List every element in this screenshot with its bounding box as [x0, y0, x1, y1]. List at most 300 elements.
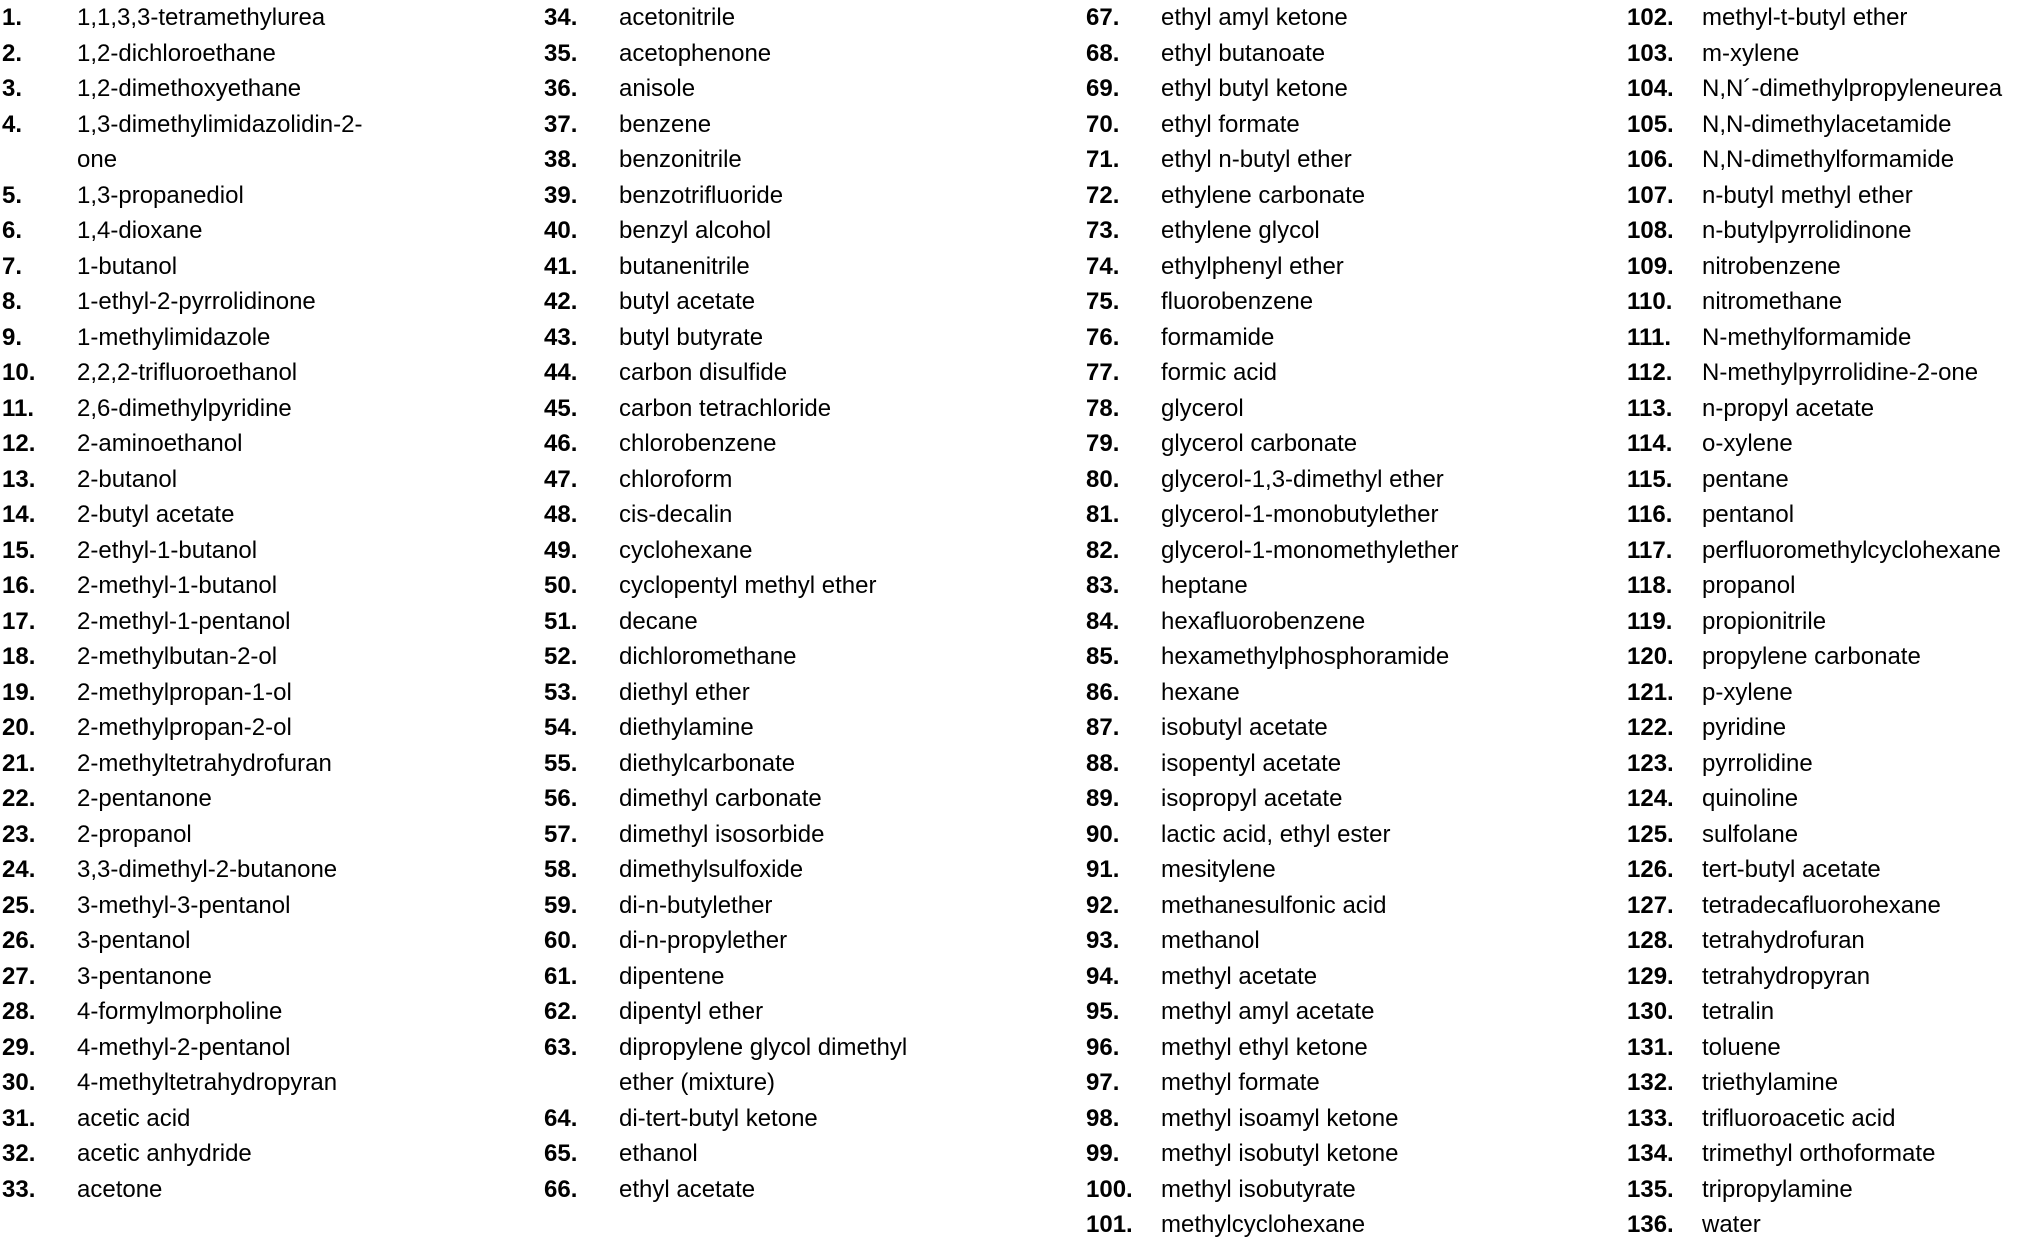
solvent-list-item [2, 675, 362, 711]
solvent-list-item [1086, 533, 1458, 569]
solvent-list-item [544, 142, 907, 178]
solvent-number: 105. [1627, 110, 1674, 138]
solvent-list-item [2, 71, 362, 107]
solvent-list-item [2, 746, 362, 782]
solvent-number: 6. [2, 217, 23, 244]
solvent-number: 64. [544, 1104, 578, 1132]
solvent-number: 92. [1086, 891, 1120, 919]
solvent-number: 20. [2, 714, 36, 741]
solvent-list-item [2, 568, 362, 604]
solvent-name: carbon tetrachloride [619, 394, 832, 422]
solvent-number: 23. [2, 820, 36, 848]
solvent-number: 85. [1086, 643, 1120, 670]
solvent-name: methanesulfonic acid [1161, 891, 1387, 919]
solvent-number: 122. [1627, 714, 1674, 741]
solvent-name: di-n-propylether [619, 927, 788, 954]
solvent-name: 1,2-dichloroethane [77, 39, 276, 67]
solvent-number: 83. [1086, 572, 1120, 599]
solvent-name: 3-pentanone [77, 962, 212, 990]
solvent-name: N-methylpyrrolidine-2-one [1702, 359, 1979, 386]
solvent-list-item [2, 994, 362, 1030]
solvent-number: 65. [544, 1140, 578, 1167]
solvent-number: 59. [544, 891, 578, 919]
solvent-name: dichloromethane [619, 643, 797, 670]
solvent-number: 112. [1627, 359, 1673, 386]
solvent-list-item [1086, 994, 1458, 1030]
solvent-number: 128. [1627, 927, 1674, 954]
solvent-list-item [1627, 1207, 2002, 1243]
solvent-list-item [1086, 1136, 1458, 1172]
solvent-name: acetone [77, 1175, 163, 1203]
solvent-number: 63. [544, 1033, 578, 1061]
solvent-number: 16. [2, 572, 36, 599]
solvent-number: 30. [2, 1069, 36, 1096]
solvent-name: methyl amyl acetate [1161, 998, 1375, 1025]
solvent-name: ethylphenyl ether [1161, 252, 1344, 280]
solvent-column-3 [1086, 0, 1458, 1243]
solvent-list-item [544, 355, 907, 391]
solvent-number: 106. [1627, 146, 1674, 173]
solvent-number: 52. [544, 643, 578, 670]
solvent-name: trifluoroacetic acid [1702, 1104, 1896, 1132]
solvent-name: dipentene [619, 962, 725, 990]
solvent-column-2 [544, 0, 907, 1207]
solvent-number: 109. [1627, 252, 1674, 280]
solvent-number: 126. [1627, 856, 1674, 883]
solvent-number: 3. [2, 75, 23, 102]
solvent-number: 53. [544, 678, 578, 706]
solvent-number: 87. [1086, 714, 1120, 741]
solvent-name: n-butyl methyl ether [1702, 181, 1913, 209]
solvent-number: 2. [2, 39, 23, 67]
solvent-name: glycerol carbonate [1161, 430, 1358, 457]
solvent-name: ethyl formate [1161, 110, 1300, 138]
solvent-number: 44. [544, 359, 578, 386]
solvent-list-item [2, 284, 362, 320]
solvent-list-item [2, 817, 362, 853]
solvent-number: 56. [544, 785, 578, 812]
solvent-name: formic acid [1161, 359, 1278, 386]
solvent-name: 1,4-dioxane [77, 217, 203, 244]
solvent-name: 2-aminoethanol [77, 430, 243, 457]
solvent-list-item [2, 923, 362, 959]
solvent-number: 82. [1086, 536, 1120, 564]
solvent-name: 2-methylpropan-2-ol [77, 714, 292, 741]
solvent-number: 75. [1086, 288, 1120, 315]
solvent-number: 123. [1627, 749, 1674, 777]
solvent-number: 54. [544, 714, 578, 741]
solvent-name: methyl isobutyl ketone [1161, 1140, 1399, 1167]
solvent-list-item [544, 568, 907, 604]
solvent-name: chloroform [619, 465, 733, 493]
solvent-number: 73. [1086, 217, 1120, 244]
solvent-list-item [544, 426, 907, 462]
solvent-name: pentane [1702, 465, 1789, 493]
solvent-number: 9. [2, 323, 23, 351]
solvent-number: 70. [1086, 110, 1120, 138]
solvent-list-item [2, 213, 362, 249]
solvent-number: 18. [2, 643, 36, 670]
solvent-list-item [2, 533, 362, 569]
solvent-name: dimethyl carbonate [619, 785, 822, 812]
solvent-number: 117. [1627, 536, 1673, 564]
solvent-name: 1,1,3,3-tetramethylurea [77, 4, 326, 31]
solvent-number: 98. [1086, 1104, 1120, 1132]
solvent-list-item [1086, 781, 1458, 817]
solvent-number: 22. [2, 785, 36, 812]
solvent-number: 76. [1086, 323, 1120, 351]
solvent-number: 15. [2, 536, 36, 564]
solvent-name: diethylcarbonate [619, 749, 796, 777]
solvent-number: 21. [2, 749, 36, 777]
solvent-name: o-xylene [1702, 430, 1793, 457]
solvent-number: 17. [2, 607, 36, 635]
solvent-list-item [1627, 1172, 2002, 1208]
solvent-number: 1. [2, 4, 23, 31]
solvent-name: carbon disulfide [619, 359, 788, 386]
solvent-list-item [1627, 320, 2002, 356]
solvent-list-item [544, 781, 907, 817]
solvent-list-item [544, 710, 907, 746]
solvent-name: di-tert-butyl ketone [619, 1104, 818, 1132]
solvent-list-item [1627, 959, 2002, 995]
solvent-name: ethylene carbonate [1161, 181, 1366, 209]
solvent-number: 100. [1086, 1175, 1133, 1203]
solvent-list-item [1627, 391, 2002, 427]
solvent-number: 80. [1086, 465, 1120, 493]
solvent-number: 33. [2, 1175, 36, 1203]
solvent-list-item [1086, 817, 1458, 853]
solvent-list-item [1627, 781, 2002, 817]
solvent-name: nitrobenzene [1702, 252, 1841, 280]
solvent-number: 7. [2, 252, 23, 280]
solvent-number: 115. [1627, 465, 1673, 493]
solvent-number: 45. [544, 394, 578, 422]
solvent-column-1 [2, 0, 362, 1207]
solvent-list-item [1627, 1101, 2002, 1137]
solvent-name: methyl ethyl ketone [1161, 1033, 1368, 1061]
solvent-list-item [1627, 178, 2002, 214]
solvent-list-item [1086, 426, 1458, 462]
solvent-name: acetic acid [77, 1104, 191, 1132]
solvent-list-item [1627, 604, 2002, 640]
solvent-list-item [544, 817, 907, 853]
solvent-list-item [544, 1172, 907, 1208]
solvent-name: benzene [619, 110, 712, 138]
solvent-number: 108. [1627, 217, 1674, 244]
solvent-name: butyl butyrate [619, 323, 764, 351]
solvent-number: 93. [1086, 927, 1120, 954]
solvent-name: 3,3-dimethyl-2-butanone [77, 856, 338, 883]
solvent-number: 66. [544, 1175, 578, 1203]
solvent-list-item [1086, 497, 1458, 533]
solvent-name: m-xylene [1702, 39, 1800, 67]
solvent-list-item [1086, 675, 1458, 711]
solvent-name: 2-propanol [77, 820, 192, 848]
solvent-number: 55. [544, 749, 578, 777]
solvent-list-item [2, 0, 362, 36]
solvent-list-item [2, 426, 362, 462]
solvent-name: tripropylamine [1702, 1175, 1853, 1203]
solvent-name: 4-methyl-2-pentanol [77, 1033, 291, 1061]
solvent-name: glycerol-1,3-dimethyl ether [1161, 465, 1444, 493]
solvent-list-item [1086, 284, 1458, 320]
solvent-name: 3-pentanol [77, 927, 191, 954]
solvent-number: 90. [1086, 820, 1120, 848]
solvent-number: 110. [1627, 288, 1673, 315]
solvent-number: 47. [544, 465, 578, 493]
solvent-list-item [2, 178, 362, 214]
solvent-list-item [1086, 604, 1458, 640]
solvent-list-item [544, 1136, 907, 1172]
solvent-name: 1-methylimidazole [77, 323, 271, 351]
solvent-list-item [544, 497, 907, 533]
solvent-number: 19. [2, 678, 36, 706]
solvent-number: 62. [544, 998, 578, 1025]
solvent-name: isopentyl acetate [1161, 749, 1342, 777]
solvent-name: isobutyl acetate [1161, 714, 1328, 741]
solvent-number: 89. [1086, 785, 1120, 812]
solvent-number: 134. [1627, 1140, 1674, 1167]
solvent-number: 72. [1086, 181, 1120, 209]
solvent-list-item [544, 249, 907, 285]
solvent-number: 79. [1086, 430, 1120, 457]
solvent-name: dipropylene glycol dimethyl ether (mixture) [619, 1033, 908, 1096]
solvent-list-item [1086, 462, 1458, 498]
solvent-list-item [544, 959, 907, 995]
solvent-list-item [1086, 107, 1458, 143]
solvent-name: tert-butyl acetate [1702, 856, 1881, 883]
solvent-name: 2-methylpropan-1-ol [77, 678, 292, 706]
solvent-list-item [1086, 1065, 1458, 1101]
solvent-list-item [544, 71, 907, 107]
solvent-number: 25. [2, 891, 36, 919]
solvent-name: 2-methyl-1-pentanol [77, 607, 291, 635]
solvent-number: 104. [1627, 75, 1674, 102]
solvent-number: 135. [1627, 1175, 1674, 1203]
solvent-name: ethyl n-butyl ether [1161, 146, 1352, 173]
solvent-name: pyridine [1702, 714, 1787, 741]
solvent-name: cyclopentyl methyl ether [619, 572, 877, 599]
solvent-name: 4-methyltetrahydropyran [77, 1069, 338, 1096]
solvent-list-item [1086, 710, 1458, 746]
solvent-number: 31. [2, 1104, 36, 1132]
solvent-name: 1,3-propanediol [77, 181, 244, 209]
solvent-list-item [1627, 1136, 2002, 1172]
solvent-name: hexafluorobenzene [1161, 607, 1366, 635]
solvent-name: 2-methyl-1-butanol [77, 572, 278, 599]
solvent-list-item [1627, 1030, 2002, 1066]
solvent-number: 34. [544, 4, 578, 31]
solvent-number: 94. [1086, 962, 1120, 990]
solvent-list-item [2, 639, 362, 675]
solvent-number: 136. [1627, 1211, 1674, 1238]
solvent-name: 1,3-dimethylimidazolidin-2- one [77, 110, 363, 173]
solvent-name: N,N-dimethylformamide [1702, 146, 1955, 173]
solvent-number: 129. [1627, 962, 1674, 990]
solvent-list-item [1627, 107, 2002, 143]
solvent-number: 11. [2, 394, 35, 422]
solvent-name: 2-methylbutan-2-ol [77, 643, 278, 670]
solvent-list-item [2, 320, 362, 356]
solvent-list-item [1086, 320, 1458, 356]
solvent-list-item [2, 391, 362, 427]
solvent-list-item [1627, 994, 2002, 1030]
solvent-number: 78. [1086, 394, 1120, 422]
solvent-name: benzyl alcohol [619, 217, 772, 244]
solvent-list-item [544, 639, 907, 675]
solvent-name: glycerol-1-monobutylether [1161, 501, 1439, 528]
solvent-name: 2,2,2-trifluoroethanol [77, 359, 298, 386]
solvent-list-item [2, 781, 362, 817]
solvent-list-item [1627, 213, 2002, 249]
solvent-name: 2-methyltetrahydrofuran [77, 749, 332, 777]
solvent-number: 49. [544, 536, 578, 564]
solvent-name: ethyl butyl ketone [1161, 75, 1348, 102]
solvent-name: ethanol [619, 1140, 698, 1167]
solvent-list-item [544, 746, 907, 782]
solvent-name: glycerol-1-monomethylether [1161, 536, 1459, 564]
solvent-name: lactic acid, ethyl ester [1161, 820, 1391, 848]
solvent-number: 118. [1627, 572, 1673, 599]
solvent-name: acetonitrile [619, 4, 736, 31]
solvent-list-item [1086, 1101, 1458, 1137]
solvent-list-item [544, 36, 907, 72]
solvent-name: butanenitrile [619, 252, 750, 280]
solvent-list-item [544, 320, 907, 356]
solvent-number: 42. [544, 288, 578, 315]
solvent-list-item [2, 249, 362, 285]
solvent-number: 97. [1086, 1069, 1120, 1096]
solvent-list-item [1627, 462, 2002, 498]
solvent-list-item [1086, 142, 1458, 178]
solvent-name: methyl acetate [1161, 962, 1318, 990]
solvent-number: 103. [1627, 39, 1674, 67]
solvent-number: 4. [2, 110, 23, 138]
solvent-number: 5. [2, 181, 23, 209]
solvent-number: 61. [544, 962, 578, 990]
solvent-name: N,N´-dimethylpropyleneurea [1702, 75, 2003, 102]
solvent-list-item [1627, 675, 2002, 711]
solvent-list-item [2, 497, 362, 533]
solvent-name: butyl acetate [619, 288, 756, 315]
solvent-number: 119. [1627, 607, 1673, 635]
solvent-number: 127. [1627, 891, 1674, 919]
solvent-list-item [1627, 746, 2002, 782]
solvent-list-item [1086, 852, 1458, 888]
solvent-list-item [1086, 391, 1458, 427]
solvent-list-item [544, 284, 907, 320]
solvent-number: 114. [1627, 430, 1673, 457]
solvent-name: tetrahydrofuran [1702, 927, 1865, 954]
solvent-list-item [2, 107, 362, 178]
solvent-list-item [1627, 497, 2002, 533]
solvent-number: 69. [1086, 75, 1120, 102]
solvent-list-item [1627, 923, 2002, 959]
solvent-number: 116. [1627, 501, 1673, 528]
solvent-name: 2-butyl acetate [77, 501, 235, 528]
solvent-number: 39. [544, 181, 578, 209]
solvent-list-item [1627, 710, 2002, 746]
solvent-list-item [1086, 355, 1458, 391]
solvent-list-item [1086, 1172, 1458, 1208]
solvent-name: cyclohexane [619, 536, 753, 564]
solvent-list-item [1627, 888, 2002, 924]
solvent-list-item [1086, 178, 1458, 214]
solvent-number: 131. [1627, 1033, 1674, 1061]
solvent-name: methyl-t-butyl ether [1702, 4, 1908, 31]
solvent-list-item [1627, 71, 2002, 107]
solvent-list-item [544, 178, 907, 214]
solvent-list-item [1627, 568, 2002, 604]
solvent-name: tetralin [1702, 998, 1775, 1025]
solvent-name: diethylamine [619, 714, 754, 741]
solvent-column-4 [1627, 0, 2002, 1243]
solvent-name: methylcyclohexane [1161, 1211, 1366, 1238]
solvent-name: N-methylformamide [1702, 323, 1912, 351]
solvent-name: perfluoromethylcyclohexane [1702, 536, 2001, 564]
solvent-list-item [1627, 426, 2002, 462]
solvent-list-item [1086, 1207, 1458, 1243]
solvent-number: 29. [2, 1033, 36, 1061]
solvent-list-item [1627, 0, 2002, 36]
solvent-name: methyl isoamyl ketone [1161, 1104, 1399, 1132]
solvent-number: 101. [1086, 1211, 1133, 1238]
solvent-name: diethyl ether [619, 678, 750, 706]
solvent-name: propionitrile [1702, 607, 1827, 635]
solvent-list-item [2, 604, 362, 640]
solvent-number: 121. [1627, 678, 1674, 706]
solvent-name: tetrahydropyran [1702, 962, 1871, 990]
solvent-number: 133. [1627, 1104, 1674, 1132]
solvent-list-item [1627, 142, 2002, 178]
solvent-number: 12. [2, 430, 36, 457]
solvent-number: 10. [2, 359, 36, 386]
solvent-number: 107. [1627, 181, 1674, 209]
solvent-number: 50. [544, 572, 578, 599]
solvent-name: 1-butanol [77, 252, 178, 280]
solvent-list-item [544, 0, 907, 36]
solvent-name: pentanol [1702, 501, 1795, 528]
solvent-name: cis-decalin [619, 501, 733, 528]
solvent-list-item [544, 1101, 907, 1137]
solvent-name: nitromethane [1702, 288, 1843, 315]
solvent-list-item [544, 213, 907, 249]
solvent-number: 37. [544, 110, 578, 138]
solvent-name: tetradecafluorohexane [1702, 891, 1941, 919]
solvent-list-item [2, 710, 362, 746]
solvent-name: chlorobenzene [619, 430, 777, 457]
solvent-name: methyl isobutyrate [1161, 1175, 1356, 1203]
solvent-name: dimethyl isosorbide [619, 820, 825, 848]
solvent-name: trimethyl orthoformate [1702, 1140, 1936, 1167]
solvent-name: toluene [1702, 1033, 1781, 1061]
solvent-name: methyl formate [1161, 1069, 1320, 1096]
solvent-name: 3-methyl-3-pentanol [77, 891, 291, 919]
solvent-number: 36. [544, 75, 578, 102]
solvent-name: glycerol [1161, 394, 1244, 422]
solvent-name: 2-ethyl-1-butanol [77, 536, 258, 564]
solvent-number: 111. [1627, 323, 1672, 351]
solvent-name: heptane [1161, 572, 1248, 599]
solvent-name: acetophenone [619, 39, 772, 67]
solvent-name: ethylene glycol [1161, 217, 1320, 244]
solvent-name: n-butylpyrrolidinone [1702, 217, 1912, 244]
solvent-name: propylene carbonate [1702, 643, 1921, 670]
solvent-name: water [1702, 1211, 1761, 1238]
solvent-number: 48. [544, 501, 578, 528]
solvent-list-item [2, 959, 362, 995]
